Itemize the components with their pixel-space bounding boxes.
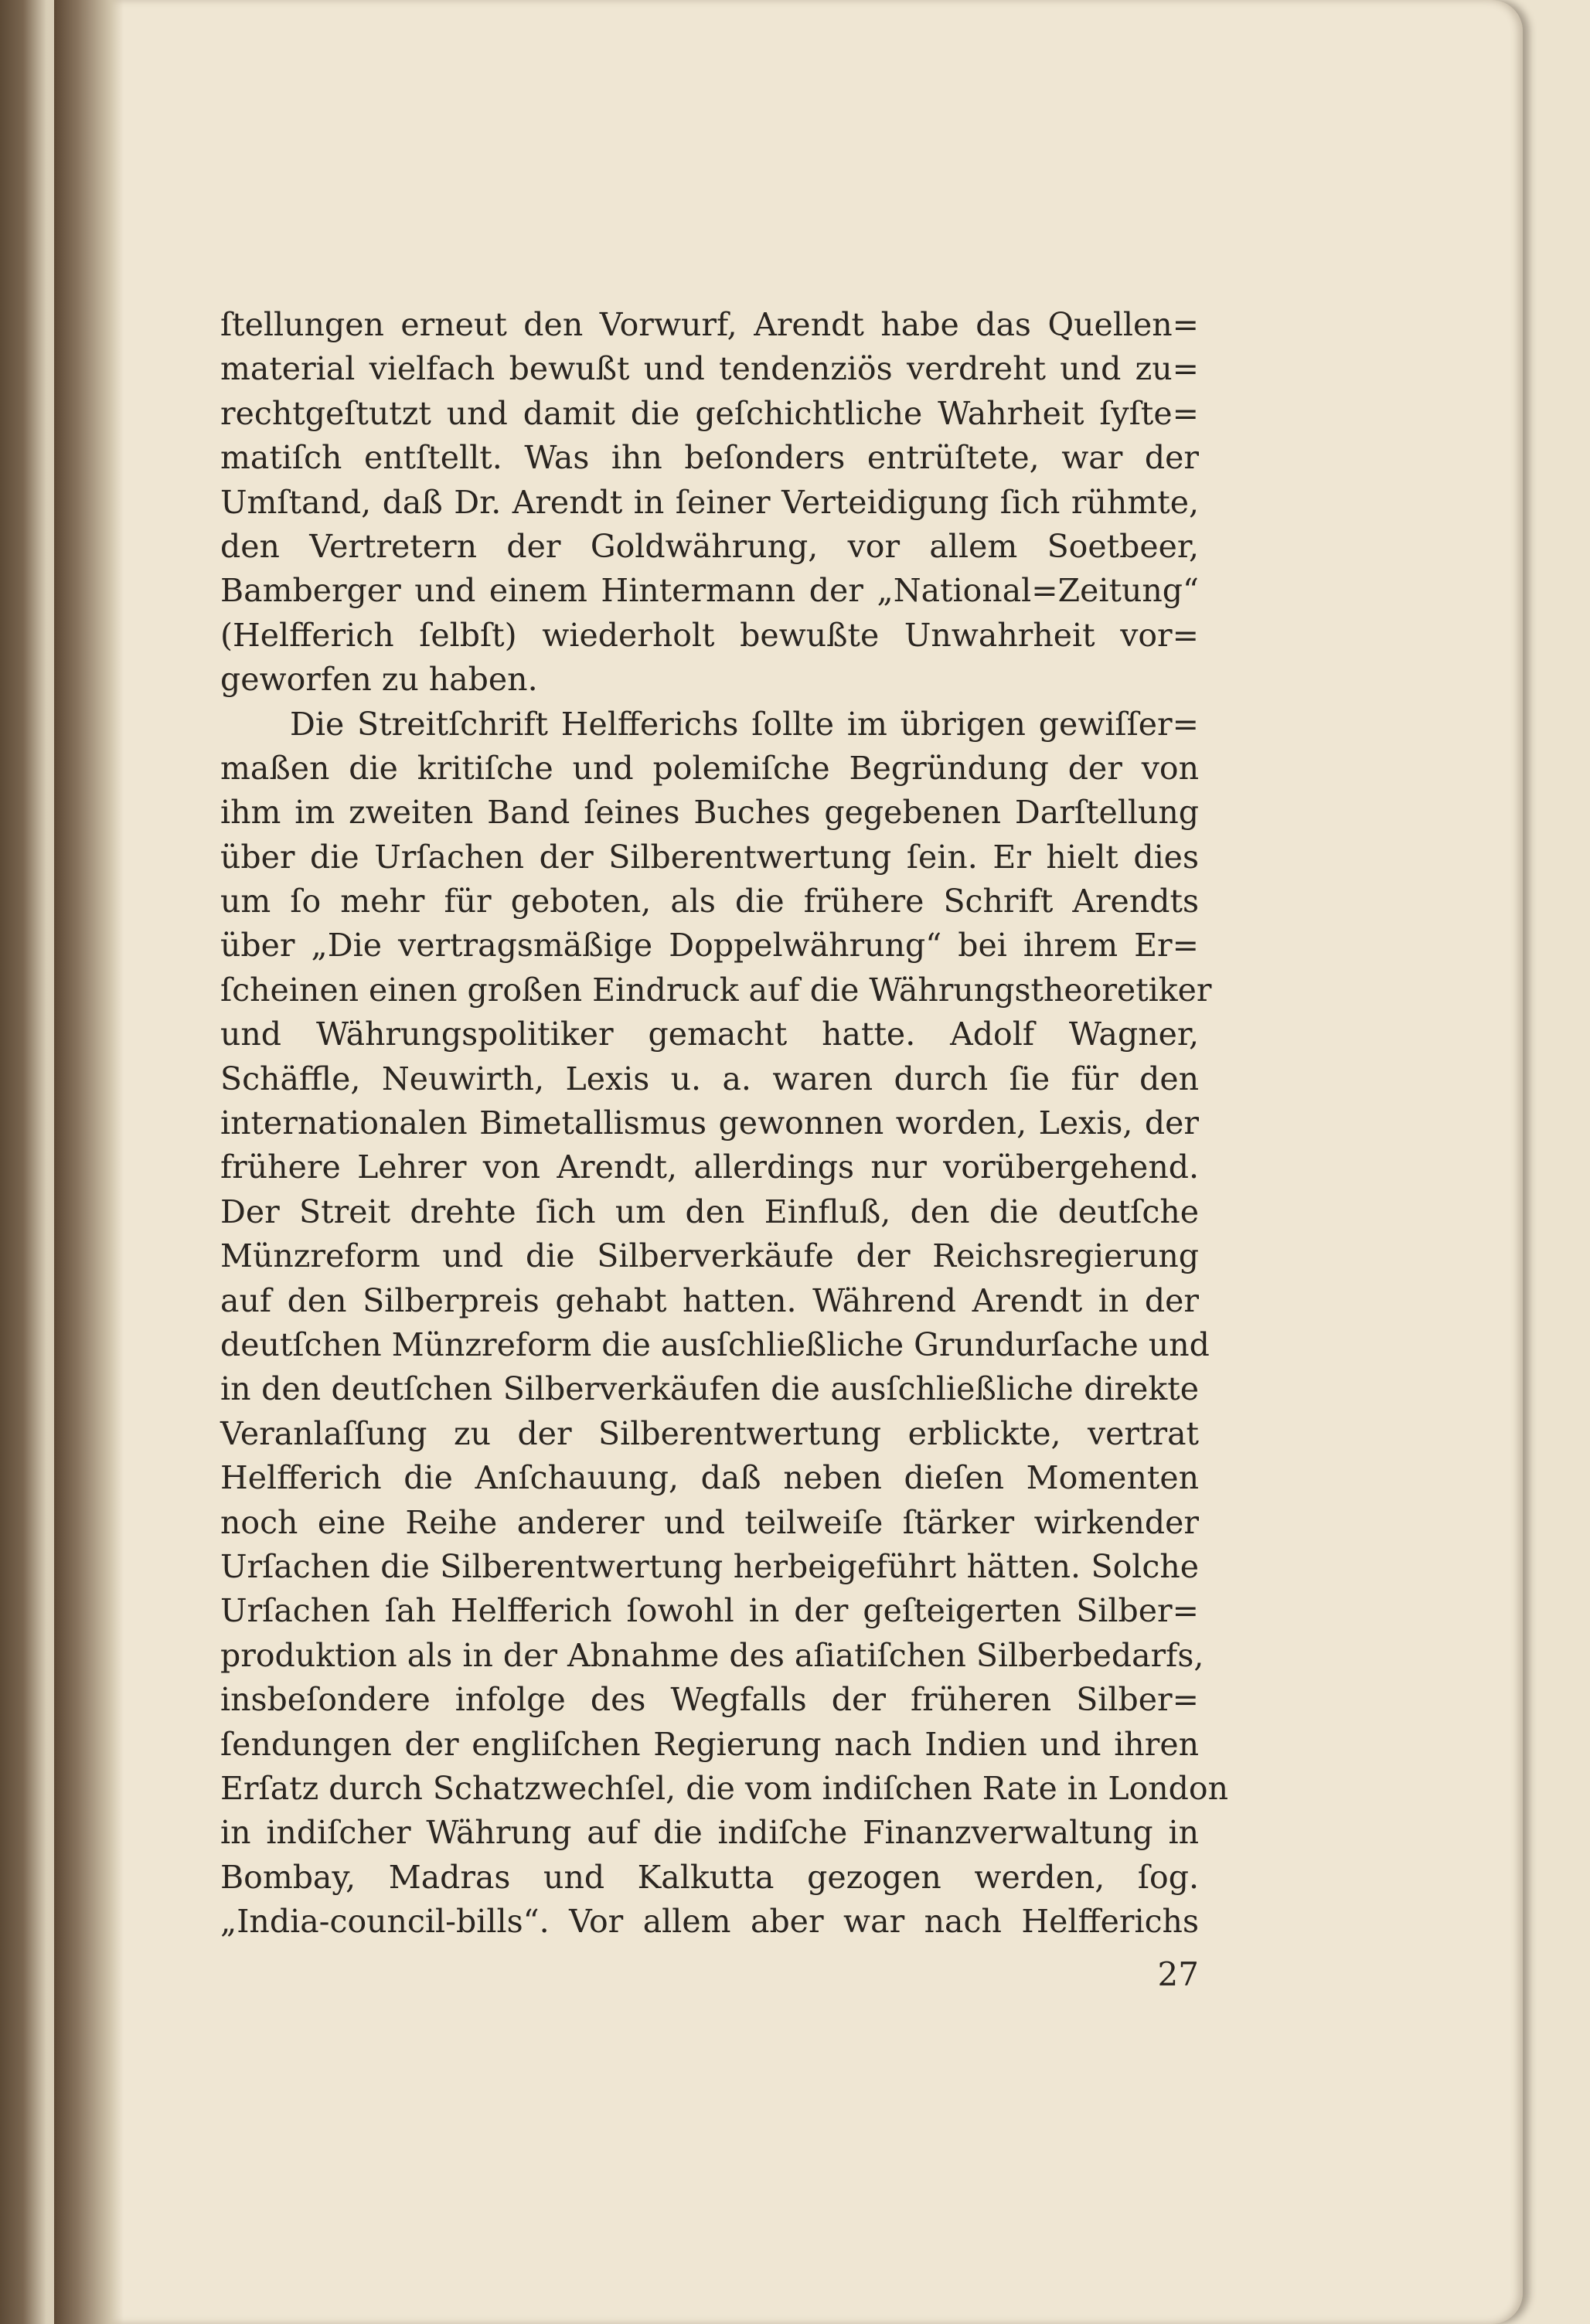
- text-line-20: frühere Lehrer von Arendt, allerdings nur vorübergehend.: [220, 1148, 1199, 1186]
- text-line-3: rechtgeſtutzt und damit die geſchichtliche Wahrheit ſyſte=: [220, 394, 1199, 432]
- text-line-17: und Währungspolitiker gemacht hatte. Adolf Wagner,: [220, 1016, 1199, 1053]
- page-number: 27: [1157, 1955, 1199, 1993]
- text-line-31: produktion als in der Abnahme des aſiatiſchen Silberbedarfs,: [220, 1636, 1204, 1674]
- text-line-34: Erſatz durch Schatzwechſel, die vom indiſchen Rate in London: [220, 1769, 1228, 1807]
- text-line-35: in indiſcher Währung auf die indiſche Finanzverwaltung in: [220, 1814, 1199, 1852]
- text-line-25: in den deutſchen Silberverkäufen die ausſchließliche direkte: [220, 1370, 1199, 1408]
- text-line-4: matiſch entſtellt. Was ihn beſonders entrüſtete, war der: [220, 439, 1199, 477]
- text-line-18: Schäffle, Neuwirth, Lexis u. a. waren durch ſie für den: [220, 1060, 1199, 1097]
- text-line-5: Umſtand, daß Dr. Arendt in ſeiner Verteidigung ſich rühmte,: [220, 483, 1199, 521]
- body-text: [220, 303, 1228, 1944]
- book-gutter: [54, 0, 124, 2324]
- text-line-23: auf den Silberpreis gehabt hatten. Während Arendt in der: [220, 1281, 1199, 1319]
- text-line-28: noch eine Reihe anderer und teilweiſe ſtärker wirkender: [220, 1503, 1199, 1541]
- text-line-1: ſtellungen erneut den Vorwurf, Arendt habe das Quellen=: [220, 306, 1199, 343]
- text-line-30: Urſachen ſah Helfferich ſowohl in der geſteigerten Silber=: [220, 1592, 1199, 1630]
- text-line-19: internationalen Bimetallismus gewonnen worden, Lexis, der: [220, 1104, 1199, 1142]
- text-line-29: Urſachen die Silberentwertung herbeigeführt hätten. Solche: [220, 1547, 1199, 1585]
- text-line-10: Die Streitſchrift Helfferichs ſollte im übrigen gewiſſer=: [290, 705, 1199, 743]
- text-line-9: geworfen zu haben.: [220, 661, 538, 699]
- text-line-21: Der Streit drehte ſich um den Einfluß, den die deutſche: [220, 1193, 1199, 1230]
- text-line-2: material vielfach bewußt und tendenziös verdreht und zu=: [220, 350, 1199, 388]
- text-line-24: deutſchen Münzreform die ausſchließliche Grundurſache und: [220, 1325, 1210, 1363]
- text-line-27: Helfferich die Anſchauung, daß neben dieſen Momenten: [220, 1459, 1199, 1497]
- text-line-32: insbeſondere infolge des Wegfalls der früheren Silber=: [220, 1681, 1199, 1719]
- text-line-13: über die Urſachen der Silberentwertung ſein. Er hielt dies: [220, 838, 1199, 876]
- text-line-8: (Helfferich ſelbſt) wiederholt bewußte Unwahrheit vor=: [220, 616, 1199, 654]
- text-line-11: maßen die kritiſche und polemiſche Begründung der von: [220, 749, 1199, 787]
- text-line-22: Münzreform und die Silberverkäufe der Reichsregierung: [220, 1237, 1199, 1275]
- text-line-6: den Vertretern der Goldwährung, vor allem Soetbeer,: [220, 527, 1199, 565]
- text-line-15: über „Die vertragsmäßige Doppelwährung“ bei ihrem Er=: [220, 927, 1199, 965]
- text-line-7: Bamberger und einem Hintermann der „National=Zeitung“: [220, 572, 1199, 610]
- text-line-36: Bombay, Madras und Kalkutta gezogen werden, ſog.: [220, 1858, 1199, 1896]
- text-line-12: ihm im zweiten Band ſeines Buches gegebenen Darſtellung: [220, 794, 1199, 832]
- text-line-16: ſcheinen einen großen Eindruck auf die Währungstheoretiker: [220, 971, 1212, 1009]
- text-line-37: „India-council-bills“. Vor allem aber war nach Helfferichs: [220, 1903, 1199, 1941]
- text-line-33: ſendungen der engliſchen Regierung nach Indien und ihren: [220, 1725, 1199, 1763]
- text-line-26: Veranlaſſung zu der Silberentwertung erblickte, vertrat: [220, 1414, 1199, 1452]
- text-line-14: um ſo mehr für geboten, als die frühere Schrift Arendts: [220, 883, 1199, 920]
